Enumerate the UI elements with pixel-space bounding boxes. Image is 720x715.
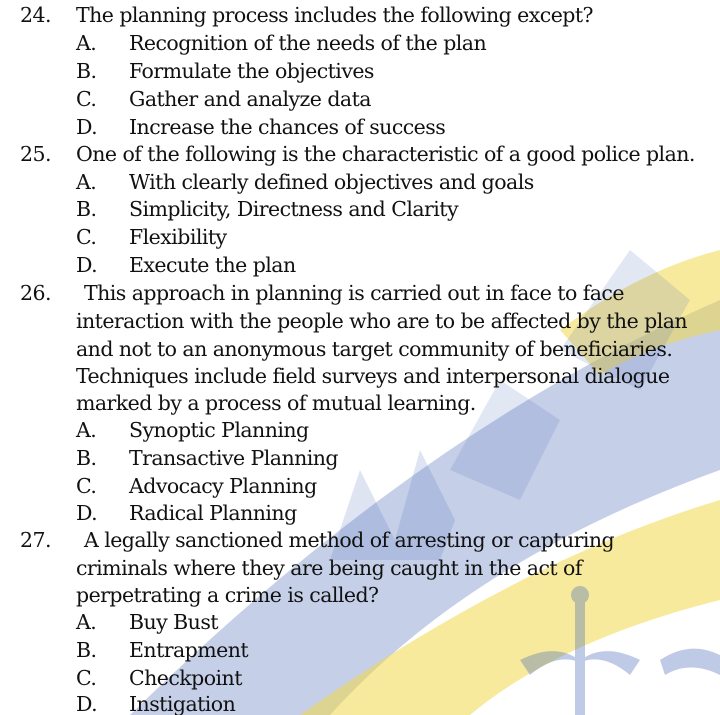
- choice-text: Entrapment: [129, 638, 249, 662]
- choice-text: Transactive Planning: [129, 446, 339, 470]
- choice-text: Recognition of the needs of the plan: [129, 31, 487, 55]
- choice-letter: B.: [76, 59, 97, 83]
- choice-letter: D.: [76, 692, 98, 715]
- choice-letter: C.: [76, 225, 97, 249]
- choice-letter: C.: [76, 87, 97, 111]
- choice-text: Flexibility: [129, 225, 227, 249]
- choice-text: Increase the chances of success: [129, 115, 446, 139]
- question-number: 27.: [20, 528, 51, 552]
- question-stem-line: criminals where they are being caught in the act of: [76, 556, 582, 580]
- choice-text: Radical Planning: [129, 501, 297, 525]
- question-stem-line: and not to an anonymous target community of beneficiaries.: [76, 337, 673, 361]
- question-number: 25.: [20, 142, 51, 166]
- question-number: 26.: [20, 281, 51, 305]
- choice-letter: D.: [76, 115, 98, 139]
- choice-text: Checkpoint: [129, 666, 242, 690]
- choice-letter: A.: [76, 170, 97, 194]
- question-stem-line: This approach in planning is carried out in face to face: [84, 281, 624, 305]
- choice-letter: C.: [76, 666, 97, 690]
- choice-letter: D.: [76, 253, 98, 277]
- choice-letter: A.: [76, 610, 97, 634]
- question-stem-line: marked by a process of mutual learning.: [76, 391, 476, 415]
- choice-letter: B.: [76, 197, 97, 221]
- choice-text: Instigation: [129, 692, 236, 715]
- question-stem-line: Techniques include field surveys and interpersonal dialogue: [76, 364, 670, 388]
- choice-letter: A.: [76, 418, 97, 442]
- choice-text: Simplicity, Directness and Clarity: [129, 197, 458, 221]
- choice-letter: B.: [76, 638, 97, 662]
- question-number: 24.: [20, 3, 51, 27]
- choice-text: With clearly defined objectives and goals: [129, 170, 534, 194]
- choice-letter: C.: [76, 474, 97, 498]
- choice-text: Buy Bust: [129, 610, 218, 634]
- choice-text: Synoptic Planning: [129, 418, 309, 442]
- choice-text: Formulate the objectives: [129, 59, 374, 83]
- question-stem: The planning process includes the following except?: [76, 3, 593, 27]
- choice-letter: A.: [76, 31, 97, 55]
- choice-text: Gather and analyze data: [129, 87, 371, 111]
- choice-letter: D.: [76, 501, 98, 525]
- choice-letter: B.: [76, 446, 97, 470]
- choice-text: Execute the plan: [129, 253, 296, 277]
- question-stem-line: perpetrating a crime is called?: [76, 583, 379, 607]
- question-stem: One of the following is the characteristic of a good police plan.: [76, 142, 695, 166]
- question-stem-line: interaction with the people who are to be affected by the plan: [76, 309, 688, 333]
- question-stem-line: A legally sanctioned method of arresting or capturing: [84, 528, 615, 552]
- choice-text: Advocacy Planning: [129, 474, 317, 498]
